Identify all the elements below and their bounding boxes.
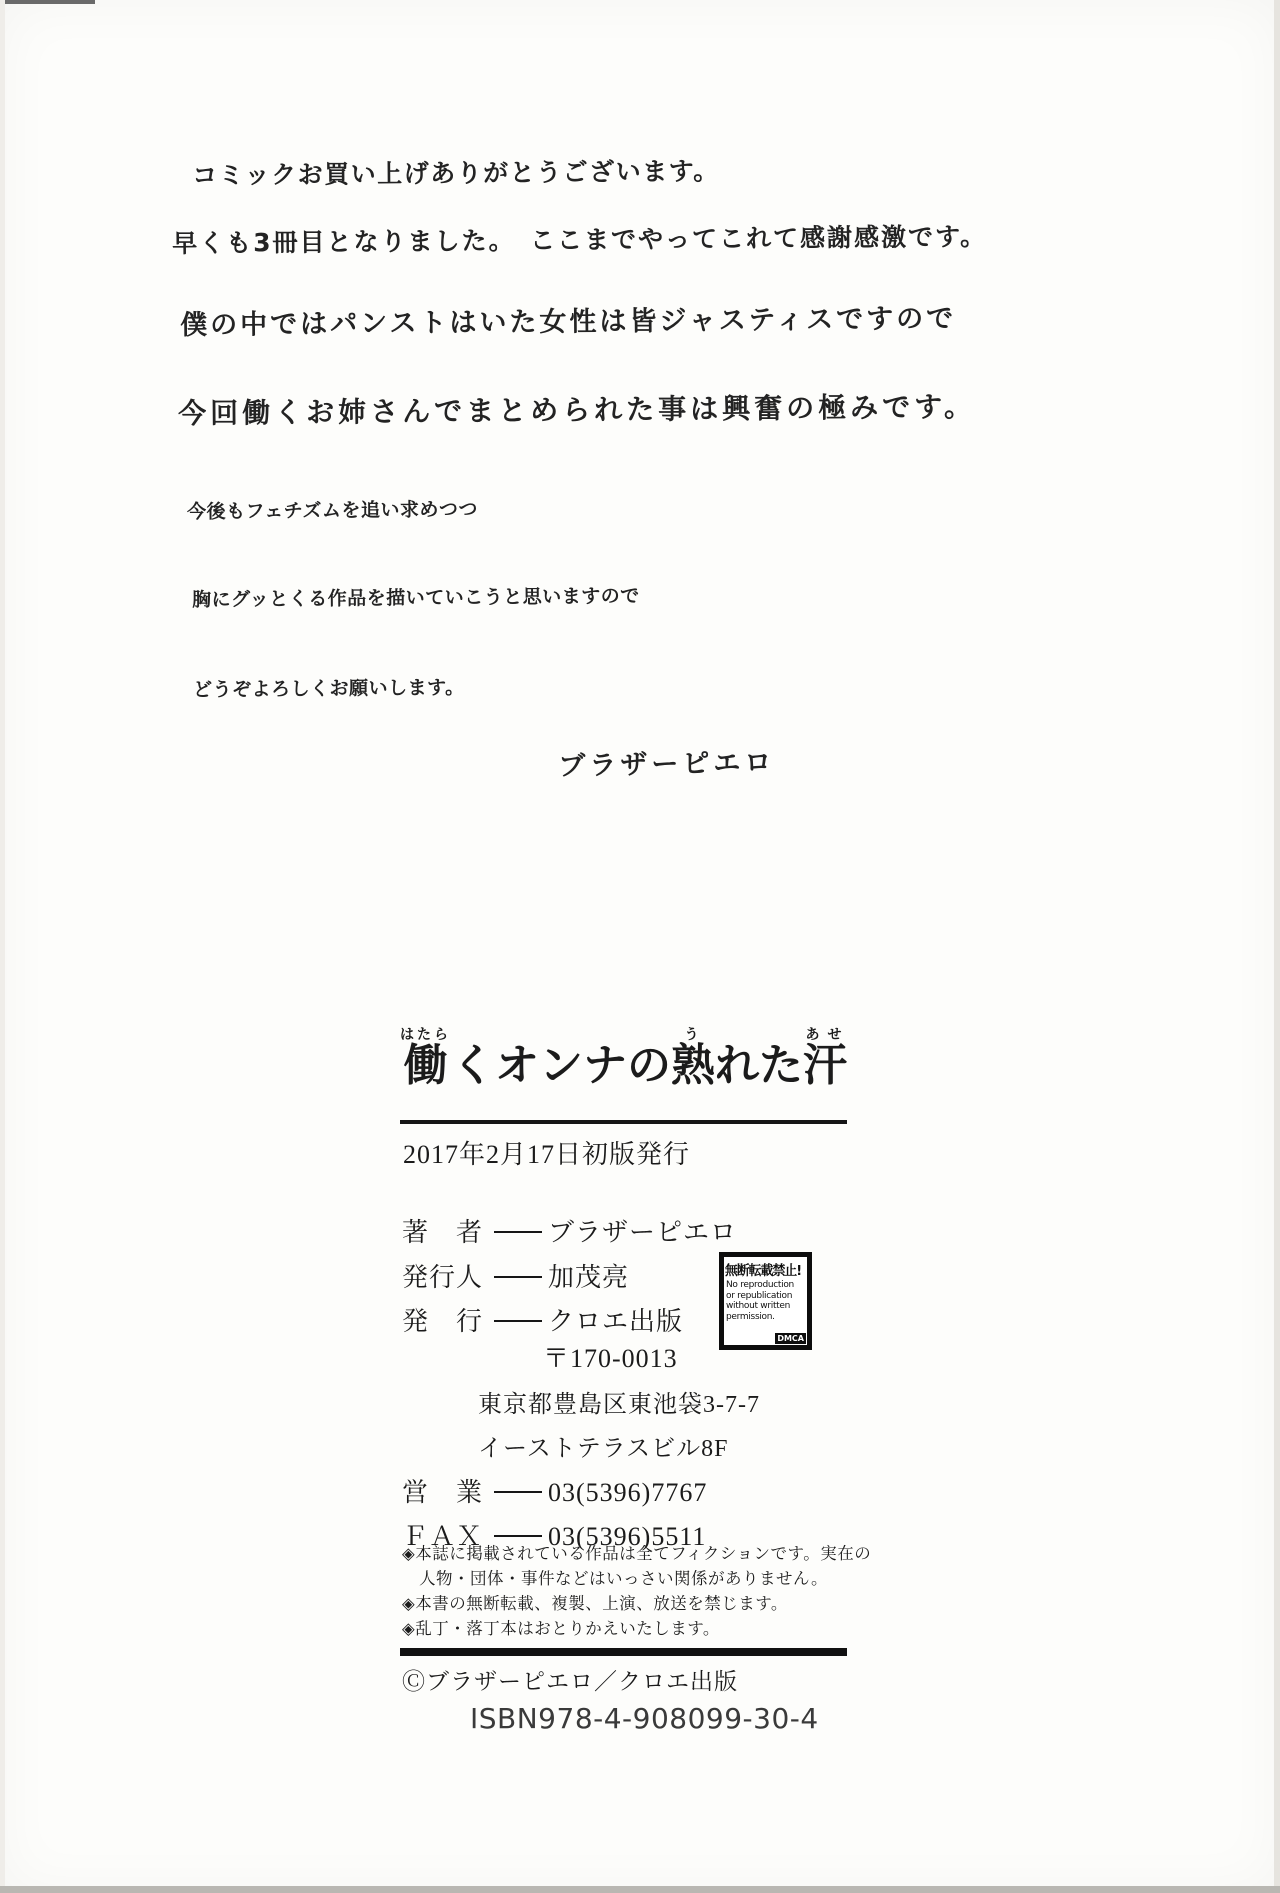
title-segment: 熟う (671, 1028, 715, 1090)
title-segment: れた (715, 1041, 803, 1090)
afterword-line: 今後もフェチズムを追い求めつつ (187, 498, 479, 523)
no-reproduction-stamp (719, 1252, 812, 1350)
furigana: あせ (803, 1028, 847, 1043)
row-dash (494, 1491, 542, 1493)
row-dash (494, 1276, 542, 1278)
row-label: 発行人 (402, 1263, 484, 1292)
notice-line: ◈本誌に掲載されている作品は全てフィクションです。実在の (402, 1544, 872, 1563)
title-divider (400, 1120, 847, 1124)
dmca-badge: DMCA (777, 1334, 804, 1343)
row-label: 営 業 (402, 1478, 484, 1507)
colophon-row-publisher (402, 1301, 683, 1338)
afterword-line: 早くも3冊目となりました。 ここまでやってこれて感謝感激です。 (172, 221, 988, 258)
stamp-line: or republication (726, 1290, 793, 1301)
row-value: 03(5396)5511 (548, 1522, 707, 1551)
stamp-line: without written (726, 1301, 791, 1311)
row-label: 発 行 (402, 1307, 484, 1336)
stamp-title: 無断転載禁止! (725, 1263, 802, 1279)
author-signature: ブラザーピエロ (558, 747, 776, 782)
row-value: 03(5396)7767 (548, 1478, 708, 1507)
isbn-number: ISBN978-4-908099-30-4 (470, 1702, 819, 1735)
notice-line: ◈本書の無断転載、複製、上演、放送を禁じます。 (402, 1594, 788, 1613)
afterword-line: コミックお買い上げありがとうございます。 (192, 156, 720, 190)
notice-line: ◈乱丁・落丁本はおとりかえいたします。 (402, 1619, 720, 1638)
book-title (400, 1028, 847, 1088)
afterword-line: どうぞよろしくお願いします。 (193, 676, 465, 701)
postal-code: 〒170-0013 (543, 1344, 678, 1373)
colophon-row-sales (402, 1472, 707, 1509)
afterword-line: 今回働くお姉さんでまとめられた事は興奮の極みです。 (178, 390, 977, 430)
notice-line: 人物・団体・事件などはいっさい関係がありません。 (402, 1569, 828, 1588)
scan-edge-bottom (0, 1886, 1280, 1893)
stamp-line: No reproduction (726, 1280, 794, 1290)
row-dash (494, 1320, 542, 1322)
scan-edge-left (0, 0, 5, 1893)
address-line: イーストテラスビル8F (478, 1436, 729, 1462)
row-dash (494, 1535, 542, 1537)
title-segment: 汗あせ (803, 1028, 847, 1090)
row-value: クロエ出版 (548, 1307, 684, 1336)
row-label: ＦＡＸ (402, 1522, 484, 1551)
row-value: 加茂亮 (548, 1263, 630, 1292)
title-segment: 働はたら (400, 1028, 451, 1090)
stamp-english-text (726, 1280, 807, 1322)
stamp-line: permission. (726, 1311, 775, 1322)
row-dash (494, 1231, 542, 1233)
address-line: 東京都豊島区東池袋3-7-7 (478, 1392, 760, 1418)
furigana: う (671, 1028, 715, 1043)
legal-notices (402, 1541, 871, 1641)
bottom-divider (400, 1648, 847, 1656)
afterword-line: 僕の中ではパンストはいた女性は皆ジャスティスですので (180, 303, 957, 341)
scan-edge-top (0, 0, 95, 4)
edition-date: 2017年2月17日初版発行 (403, 1140, 691, 1169)
furigana: はたら (400, 1028, 451, 1043)
copyright-line: Ⓒブラザーピエロ／クロエ出版 (402, 1669, 738, 1694)
row-value: ブラザーピエロ (548, 1218, 738, 1247)
title-segment: くオンナの (451, 1041, 671, 1090)
colophon-row-publisher-person (402, 1257, 629, 1294)
scan-edge-right (1274, 0, 1280, 1893)
colophon-row-author (402, 1212, 737, 1249)
afterword-line: 胸にグッとくる作品を描いていこうと思いますので (192, 585, 640, 611)
row-label: 著 者 (402, 1218, 484, 1247)
